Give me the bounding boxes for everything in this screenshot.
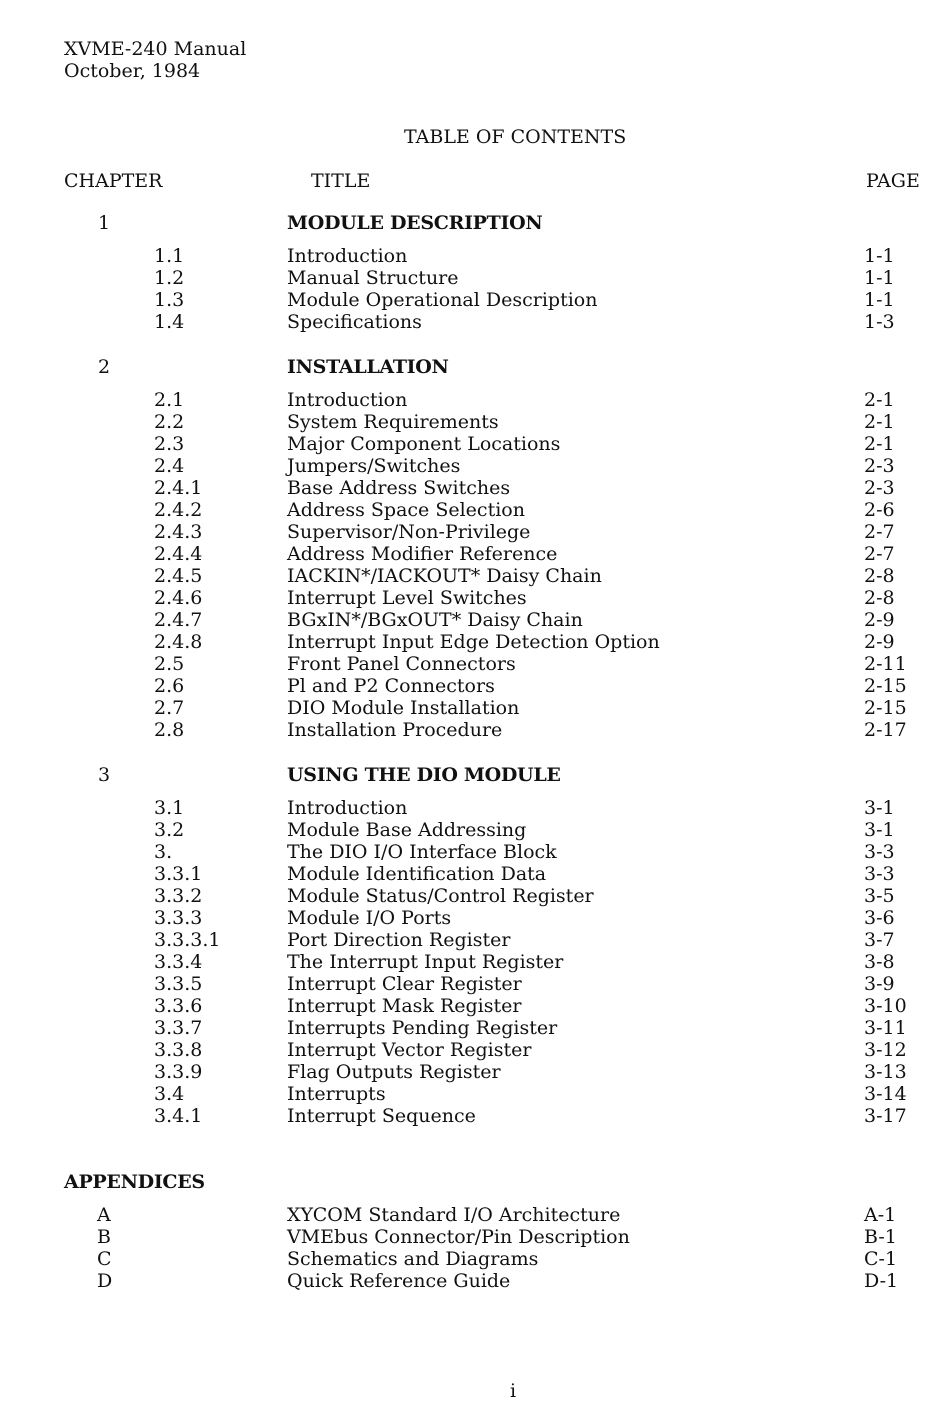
section-number: 2.3 [154,433,185,455]
section-number: 2.2 [154,411,185,433]
section-number: 3.4 [154,1083,185,1105]
section-title: System Requirements [287,411,499,433]
section-title: Interrupt Sequence [287,1105,476,1127]
chapter-title: USING THE DIO MODULE [287,764,561,786]
column-header-chapter: CHAPTER [64,170,163,192]
section-page: 3-1 [864,819,895,841]
chapter-title: INSTALLATION [287,356,449,378]
section-title: Major Component Locations [287,433,561,455]
chapter-title: MODULE DESCRIPTION [287,212,543,234]
section-number: 3.3.2 [154,885,203,907]
section-page: 1-1 [864,267,895,289]
section-number: 3. [154,841,173,863]
section-number: 2.4.7 [154,609,203,631]
section-title: Interrupt Level Switches [287,587,527,609]
section-title: Front Panel Connectors [287,653,516,675]
section-number: 1.4 [154,311,185,333]
section-number: 2.7 [154,697,185,719]
appendix-letter: C [97,1248,112,1270]
chapter-number: 3 [98,764,111,786]
section-number: 3.3.3.1 [154,929,221,951]
section-page: 2-17 [864,719,907,741]
section-number: 2.4.3 [154,521,203,543]
section-number: 2.1 [154,389,185,411]
section-page: 3-13 [864,1061,907,1083]
chapter-number: 2 [98,356,111,378]
section-page: 3-12 [864,1039,907,1061]
appendix-letter: D [97,1270,113,1292]
section-page: 3-9 [864,973,895,995]
section-title: Introduction [287,245,408,267]
section-title: Jumpers/Switches [287,455,461,477]
appendix-letter: A [97,1204,111,1226]
section-title: BGxIN*/BGxOUT* Daisy Chain [287,609,583,631]
appendix-title: VMEbus Connector/Pin Description [287,1226,630,1248]
section-number: 1.3 [154,289,185,311]
section-page: 2-8 [864,565,895,587]
section-title: Module Base Addressing [287,819,527,841]
section-title: Interrupts Pending Register [287,1017,558,1039]
section-page: 3-3 [864,841,895,863]
section-page: 2-7 [864,521,895,543]
section-title: IACKIN*/IACKOUT* Daisy Chain [287,565,602,587]
section-title: Specifications [287,311,422,333]
section-number: 3.4.1 [154,1105,203,1127]
appendix-title: XYCOM Standard I/O Architecture [287,1204,621,1226]
section-page: 2-1 [864,433,895,455]
section-page: 3-7 [864,929,895,951]
section-title: Introduction [287,797,408,819]
section-title: Supervisor/Non-Privilege [287,521,531,543]
appendix-letter: B [97,1226,111,1248]
appendix-title: Quick Reference Guide [287,1270,511,1292]
section-number: 3.3.4 [154,951,203,973]
section-title: The Interrupt Input Register [287,951,564,973]
section-number: 1.2 [154,267,185,289]
section-page: 2-9 [864,609,895,631]
section-page: 3-3 [864,863,895,885]
page-number: i [510,1380,517,1402]
section-number: 3.3.3 [154,907,203,929]
section-page: 2-11 [864,653,907,675]
section-number: 3.3.6 [154,995,203,1017]
section-title: Interrupt Clear Register [287,973,522,995]
section-page: 2-9 [864,631,895,653]
section-page: 2-3 [864,477,895,499]
section-title: DIO Module Installation [287,697,520,719]
section-page: 1-1 [864,245,895,267]
section-number: 1.1 [154,245,185,267]
section-page: 3-10 [864,995,907,1017]
section-title: Interrupts [287,1083,386,1105]
section-page: 3-1 [864,797,895,819]
section-number: 2.4.1 [154,477,203,499]
section-page: 1-1 [864,289,895,311]
section-page: 3-6 [864,907,895,929]
section-title: Address Space Selection [287,499,525,521]
toc-title: TABLE OF CONTENTS [404,126,627,148]
section-number: 2.4.8 [154,631,203,653]
section-page: 2-6 [864,499,895,521]
section-number: 2.4.5 [154,565,203,587]
appendices-heading: APPENDICES [64,1171,205,1193]
section-number: 3.3.9 [154,1061,203,1083]
section-number: 2.4 [154,455,185,477]
manual-name: XVME-240 Manual [64,38,247,60]
section-page: 3-11 [864,1017,907,1039]
section-number: 2.4.6 [154,587,203,609]
appendix-page: B-1 [864,1226,897,1248]
section-number: 3.2 [154,819,185,841]
column-header-title: TITLE [311,170,371,192]
appendix-page: D-1 [864,1270,899,1292]
section-number: 2.8 [154,719,185,741]
section-title: Module I/O Ports [287,907,452,929]
section-title: Pl and P2 Connectors [287,675,495,697]
section-title: Base Address Switches [287,477,511,499]
section-title: Interrupt Input Edge Detection Option [287,631,660,653]
section-page: 1-3 [864,311,895,333]
section-number: 2.6 [154,675,185,697]
section-title: Interrupt Mask Register [287,995,522,1017]
section-number: 3.3.1 [154,863,203,885]
section-title: Module Identification Data [287,863,547,885]
section-title: The DIO I/O Interface Block [287,841,557,863]
section-title: Interrupt Vector Register [287,1039,532,1061]
manual-date: October, 1984 [64,60,201,82]
chapter-number: 1 [98,212,111,234]
section-title: Introduction [287,389,408,411]
section-number: 3.3.8 [154,1039,203,1061]
section-number: 3.1 [154,797,185,819]
section-page: 2-15 [864,697,907,719]
section-number: 3.3.5 [154,973,203,995]
section-number: 3.3.7 [154,1017,203,1039]
section-number: 2.4.2 [154,499,203,521]
section-page: 2-15 [864,675,907,697]
section-page: 3-5 [864,885,895,907]
section-title: Installation Procedure [287,719,503,741]
section-page: 2-8 [864,587,895,609]
section-page: 2-1 [864,389,895,411]
appendix-page: A-1 [864,1204,897,1226]
section-number: 2.4.4 [154,543,203,565]
appendix-title: Schematics and Diagrams [287,1248,539,1270]
section-title: Address Modifier Reference [287,543,558,565]
section-page: 2-1 [864,411,895,433]
section-page: 3-17 [864,1105,907,1127]
section-title: Port Direction Register [287,929,511,951]
section-title: Module Status/Control Register [287,885,594,907]
column-header-page: PAGE [866,170,920,192]
section-title: Manual Structure [287,267,459,289]
section-title: Flag Outputs Register [287,1061,501,1083]
appendix-page: C-1 [864,1248,898,1270]
section-page: 3-8 [864,951,895,973]
section-number: 2.5 [154,653,185,675]
section-page: 2-7 [864,543,895,565]
section-title: Module Operational Description [287,289,598,311]
section-page: 3-14 [864,1083,907,1105]
section-page: 2-3 [864,455,895,477]
